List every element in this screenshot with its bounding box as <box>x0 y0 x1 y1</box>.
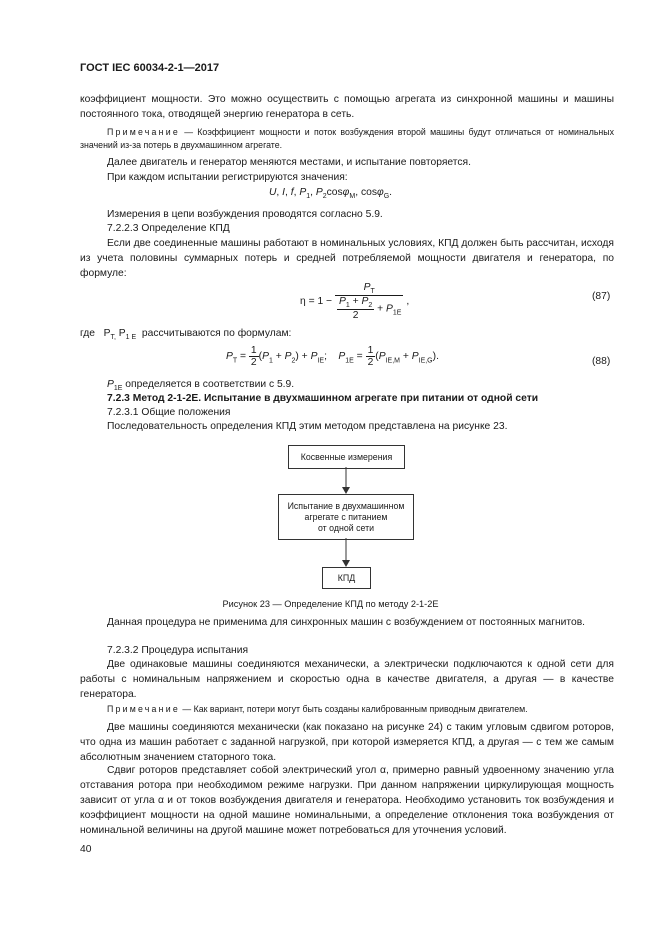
paragraph-4: Измерения в цепи возбуждения проводятся согласно 5.9. <box>107 209 383 220</box>
page-number: 40 <box>80 844 92 855</box>
section-723-heading: 7.2.3 Метод 2-1-2Е. Испытание в двухмашинном агрегате при питании от одной сети <box>107 393 539 404</box>
flow-box-two-machine-test <box>278 494 414 540</box>
document-header: ГОСТ IEC 60034-2-1—2017 <box>80 62 220 74</box>
equation-88: $P_T$ = $\frac{1}{2}$ $(P_1 + P_2) + P_{IE}$; $P_{1E}$ = $\frac{1}{2}$ $(P_{IE,M} + P_{IE,G})$. <box>226 345 439 368</box>
paragraph-1: коэффициент мощности. Это можно осуществить с помощью агрегата из синхронной машины и машины постоянного тока, отводящей энергию генератора в сеть. <box>80 94 614 120</box>
section-7223-heading: 7.2.2.3 Определение КПД <box>107 223 230 234</box>
note-2-text: — Как вариант, потери могут быть созданы калиброванным приводным двигателем. <box>182 704 528 714</box>
note-2 <box>80 703 614 716</box>
note-1 <box>80 126 614 152</box>
equation-87-number: (87) <box>592 291 611 302</box>
paragraph-7: Данная процедура не применима для синхронных машин с возбуждением от постоянных магнитов. <box>107 617 586 628</box>
note-2-label: Примечание <box>107 704 180 714</box>
paragraph-9: Две машины соединяются механически (как показано на рисунке 24) с таким угловым сдвигом роторов, что одна из машин работает с заданной нагрузкой, при которой измеряется КПД, а другая — с тем же самым абсолютным значением статорного тока. <box>80 722 614 763</box>
flow-box-two-machine-test-line-3: от одной сети <box>317 522 375 533</box>
section-7232-heading: 7.2.3.2 Процедура испытания <box>107 645 249 656</box>
paragraph-8: Две одинаковые машины соединяются механически, а электрически подключаются к одной сети для работы с номинальным напряжением и скоростью одна в качестве двигателя, а другая — в качестве генератора. <box>80 659 614 700</box>
figure-caption: Рисунок 23 — Определение КПД по методу 2-1-2Е <box>222 599 439 609</box>
note-1-text: — Коэффициент мощности и поток возбуждения второй машины будут отличаться от номинальных значений из-за потерь в двухмашинном агрегате. <box>80 127 614 150</box>
paragraph-6: Последовательность определения КПД этим методом представлена на рисунке 23. <box>107 421 508 432</box>
flow-box-two-machine-test-line-2: агрегате с питанием <box>304 511 388 522</box>
section-7231-heading: 7.2.3.1 Общие положения <box>107 407 231 418</box>
paragraph-5: Если две соединенные машины работают в номинальных условиях, КПД должен быть рассчитан, исходя из учета половины суммарных потерь и средней потребляемой мощности двигателя и генератора, по формуле: <box>80 238 614 279</box>
where-line: где $P_{T,}$ $P_{1 E}$ рассчитываются по формулам: <box>80 328 292 342</box>
paragraph-2: Далее двигатель и генератор меняются местами, и испытание повторяется. <box>107 157 471 168</box>
paragraph-3: При каждом испытании регистрируются значения: <box>107 172 348 183</box>
equation-87: η = 1 − $P_T$ $\frac{P_1 + P_2}{2}$ + $P_{1E}$ , <box>300 282 410 322</box>
flow-box-two-machine-test-line-1: Испытание в двухмашинном <box>287 500 405 511</box>
values-formula: U, I, f, $P_1$, $P_2\cos\varphi_M$, cosφ$_G$. <box>268 187 393 201</box>
flow-arrow-1 <box>340 467 352 495</box>
paragraph-10: Сдвиг роторов представляет собой электрический угол α, примерно равный удвоенному значению угла отставания ротора при необходимом режиме нагрузки. При данном напряжении циркулирующая мощность зависит от угла α и от токов возбуждения двигателя и генератора. Необходимо установить ток возбуждения и коэффициент мощности на одной машине номинальными, а определение отклонения тока возбуждения от номинальной величины на другой машине может потребоваться для уточнения условий. <box>80 765 614 836</box>
flow-box-indirect-measurements: Косвенные измерения <box>288 445 405 469</box>
flow-arrow-2 <box>340 538 352 568</box>
note-1-label: Примечание <box>107 127 180 137</box>
p1e-line: $P_{1E}$ определяется в соответствии с 5.9. <box>107 379 295 393</box>
flow-box-efficiency: КПД <box>322 567 371 589</box>
equation-88-number: (88) <box>592 356 611 367</box>
